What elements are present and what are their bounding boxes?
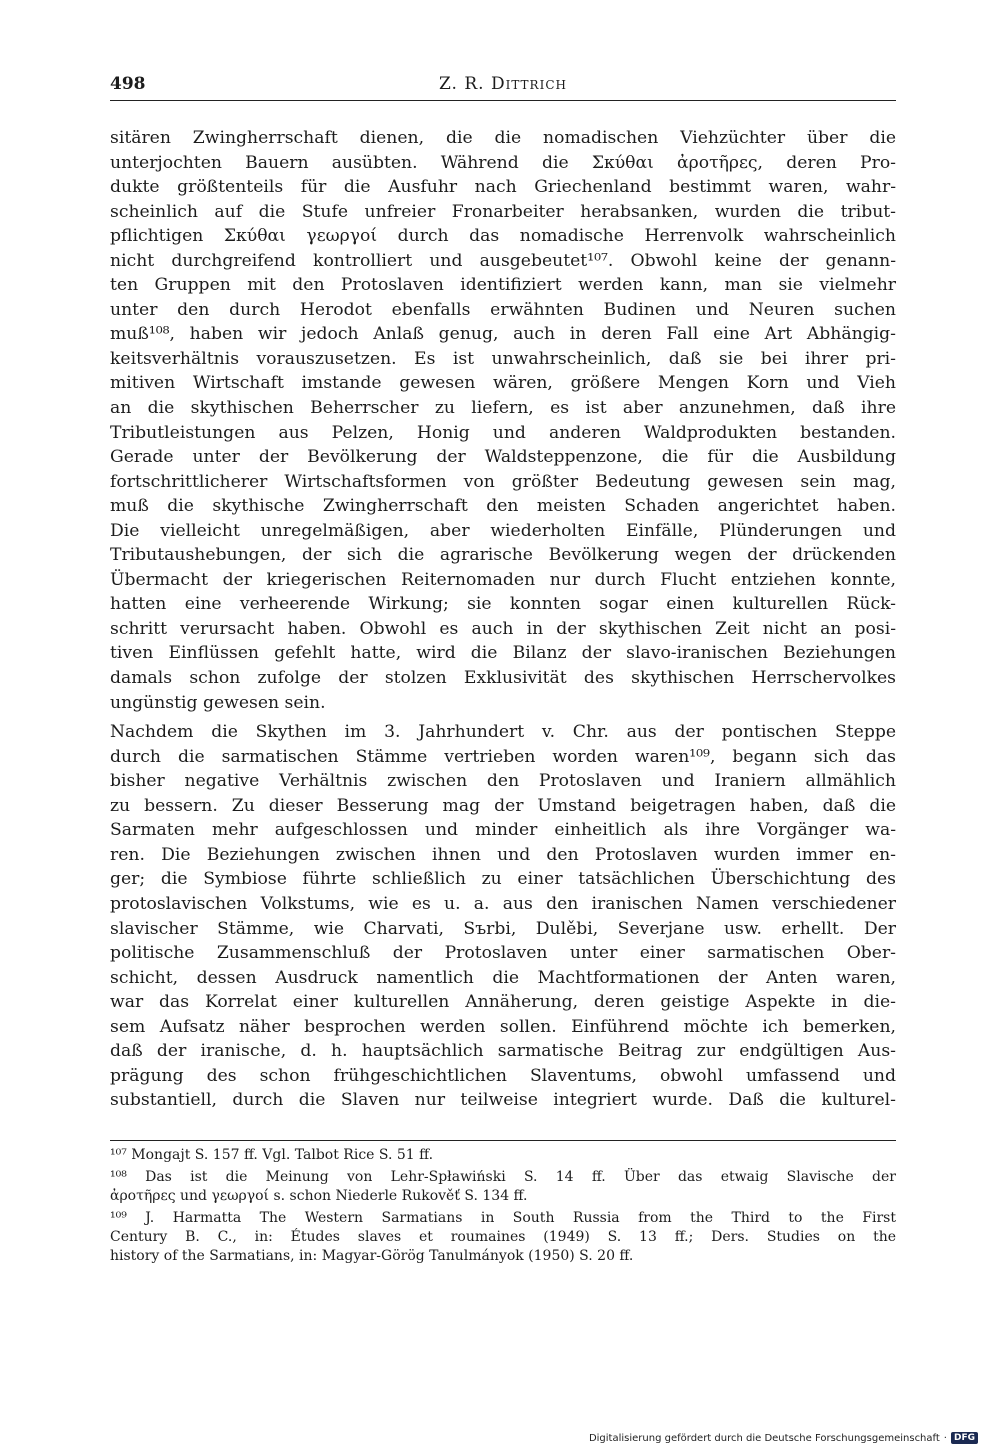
dfg-logo-icon: DFG <box>951 1432 978 1444</box>
text-line: politische Zusammenschluß der Protoslaven unter einer sarmatischen Ober- <box>110 943 896 964</box>
text-line: tiven Einflüssen gefehlt hatte, wird die Bilanz der slavo-iranischen Beziehungen <box>110 643 896 664</box>
text-line: scheinlich auf die Stufe unfreier Fronarbeiter herabsanken, wurden die tribut- <box>110 201 896 222</box>
text-line: war das Korrelat einer kulturellen Annäherung, deren geistige Aspekte in die- <box>110 992 896 1013</box>
text-line: muß¹⁰⁸, haben wir jedoch Anlaß genug, auch in deren Fall eine Art Abhängig- <box>110 324 896 345</box>
text-line: hatten eine verheerende Wirkung; sie konnten sogar einen kulturellen Rück- <box>110 594 896 615</box>
body-text <box>110 126 896 1113</box>
text-line: damals schon zufolge der stolzen Exklusivität des skythischen Herrschervolkes <box>110 668 896 689</box>
text-line: pflichtigen Σκύθαι γεωργοί durch das nomadische Herrenvolk wahrscheinlich <box>110 226 896 247</box>
text-line: protoslavischen Volkstums, wie es u. a. aus den iranischen Namen verschiedener <box>110 893 896 914</box>
page-number: 498 <box>110 74 146 94</box>
text-line: Übermacht der kriegerischen Reiternomaden nur durch Flucht entziehen konnte, <box>110 569 896 590</box>
text-line: substantiell, durch die Slaven nur teilweise integriert wurde. Daß die kulturel- <box>110 1090 896 1111</box>
text-line: ren. Die Beziehungen zwischen ihnen und den Protoslaven wurden immer en- <box>110 844 896 865</box>
text-line: keitsverhältnis vorauszusetzen. Es ist unwahrscheinlich, daß sie bei ihrer pri- <box>110 348 896 369</box>
text-line: an die skythischen Beherrscher zu liefern, es ist aber anzunehmen, daß ihre <box>110 398 896 419</box>
text-line: ger; die Symbiose führte schließlich zu einer tatsächlichen Überschichtung des <box>110 869 896 890</box>
text-line: Die vielleicht unregelmäßigen, aber wiederholten Einfälle, Plünderungen und <box>110 520 896 541</box>
footnote-divider <box>110 1140 896 1141</box>
page-header <box>110 74 896 101</box>
footnote-line: Century B. C., in: Études slaves et roumaines (1949) S. 13 ff.; Ders. Studies on the <box>110 1229 896 1245</box>
footnote-line: ἀροτῆρες und γεωργοί s. schon Niederle Rukověť S. 134 ff. <box>110 1188 528 1204</box>
running-head: Z. R. Dittrich <box>439 74 567 94</box>
footnotes <box>110 1146 896 1266</box>
text-line: prägung des schon frühgeschichtlichen Slaventums, obwohl umfassend und <box>110 1065 896 1086</box>
footnote-107 <box>110 1146 896 1165</box>
footnote-line: ¹⁰⁹ J. Harmatta The Western Sarmatians in South Russia from the Third to the First <box>110 1210 896 1226</box>
text-line: nicht durchgreifend kontrolliert und ausgebeutet¹⁰⁷. Obwohl keine der genann- <box>110 250 896 271</box>
text-line: Nachdem die Skythen im 3. Jahrhundert v. Chr. aus der pontischen Steppe <box>110 722 896 743</box>
text-line: sem Aufsatz näher besprochen werden sollen. Einführend möchte ich bemerken, <box>110 1016 896 1037</box>
footnote-line: history of the Sarmatians, in: Magyar-Görög Tanulmányok (1950) S. 20 ff. <box>110 1248 634 1264</box>
paragraph-2 <box>110 720 896 1113</box>
footnote-line: ¹⁰⁷ Mongajt S. 157 ff. Vgl. Talbot Rice S. 51 ff. <box>110 1147 434 1163</box>
text-line: unter den durch Herodot ebenfalls erwähnten Budinen und Neuren suchen <box>110 299 896 320</box>
text-line: bisher negative Verhältnis zwischen den Protoslaven und Iraniern allmählich <box>110 771 896 792</box>
footnote-line: ¹⁰⁸ Das ist die Meinung von Lehr-Spławiński S. 14 ff. Über das etwaig Slavische der <box>110 1169 896 1185</box>
text-line: ungünstig gewesen sein. <box>110 692 326 713</box>
text-line: schritt verursacht haben. Obwohl es auch in der skythischen Zeit nicht an posi- <box>110 618 896 639</box>
text-line: fortschrittlicherer Wirtschaftsformen von größter Bedeutung gewesen sein mag, <box>110 471 896 492</box>
paragraph-1 <box>110 126 896 715</box>
text-line: Sarmaten mehr aufgeschlossen und minder einheitlich als ihre Vorgänger wa- <box>110 820 896 841</box>
footnote-109 <box>110 1209 896 1266</box>
text-line: dukte größtenteils für die Ausfuhr nach Griechenland bestimmt waren, wahr- <box>110 177 896 198</box>
text-line: zu bessern. Zu dieser Besserung mag der Umstand beigetragen haben, daß die <box>110 795 896 816</box>
text-line: ten Gruppen mit den Protoslaven identifiziert werden kann, man sie vielmehr <box>110 275 896 296</box>
text-line: muß die skythische Zwingherrschaft den meisten Schaden angerichtet haben. <box>110 496 896 517</box>
credit-text: Digitalisierung gefördert durch die Deutsche Forschungsgemeinschaft <box>588 1432 940 1444</box>
text-line: daß der iranische, d. h. hauptsächlich sarmatische Beitrag zur endgültigen Aus- <box>110 1041 896 1062</box>
text-line: durch die sarmatischen Stämme vertrieben worden waren¹⁰⁹, begann sich das <box>110 746 896 767</box>
text-line: sitären Zwingherrschaft dienen, die die nomadischen Viehzüchter über die <box>110 128 896 148</box>
text-line: mitiven Wirtschaft imstande gewesen wären, größere Mengen Korn und Vieh <box>110 373 896 394</box>
footnote-108 <box>110 1168 896 1206</box>
text-line: Tributaushebungen, der sich die agrarische Bevölkerung wegen der drückenden <box>110 545 896 566</box>
text-line: schicht, dessen Ausdruck namentlich die Machtformationen der Anten waren, <box>110 967 896 988</box>
text-line: Tributleistungen aus Pelzen, Honig und anderen Waldprodukten bestanden. <box>110 422 896 443</box>
text-line: Gerade unter der Bevölkerung der Waldsteppenzone, die für die Ausbildung <box>110 447 896 468</box>
text-line: unterjochten Bauern ausübten. Während die Σκύθαι ἀροτῆρες, deren Pro- <box>110 152 896 173</box>
text-line: slavischer Stämme, wie Charvati, Sъrbi, Dulěbi, Severjane usw. erhellt. Der <box>110 918 896 939</box>
digitization-credit: Digitalisierung gefördert durch die Deutsche Forschungsgemeinschaft · DFG <box>589 1432 978 1444</box>
